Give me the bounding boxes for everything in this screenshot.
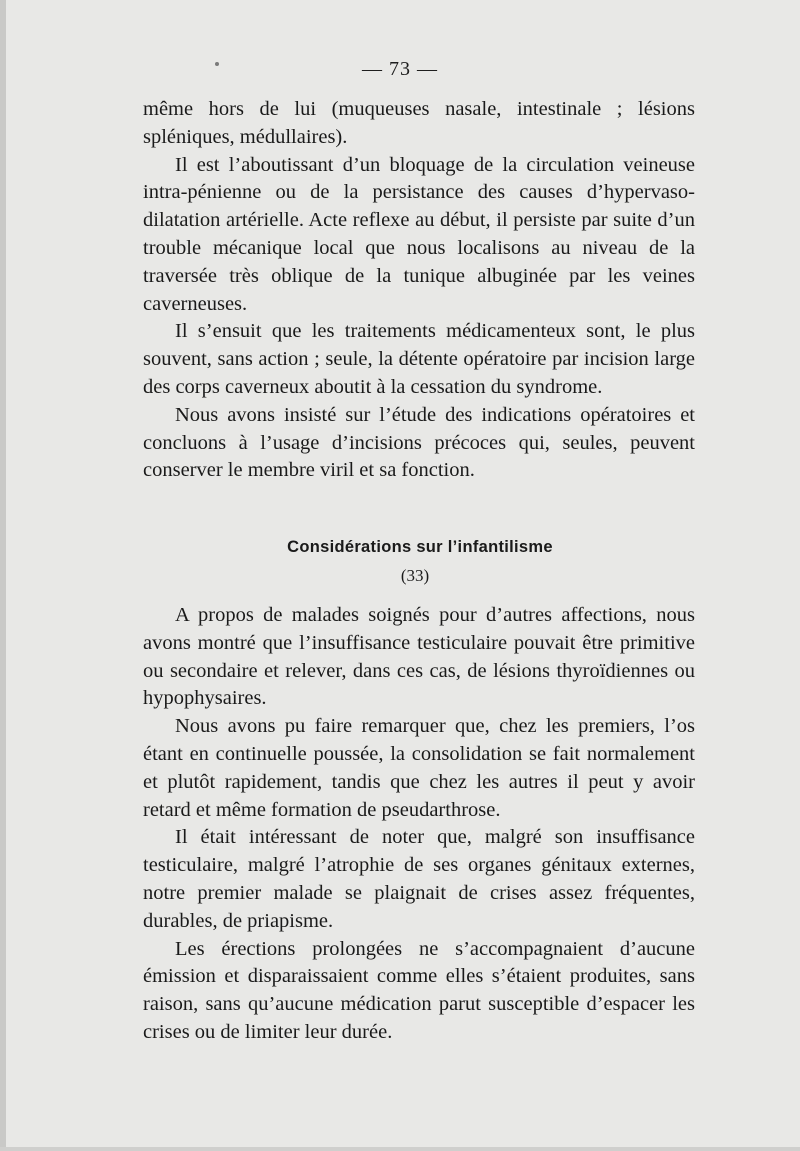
paragraph: Nous avons pu faire remarquer que, chez les premiers, l’os étant en continuelle poussée, la consolidation se fait normalement et plutôt rapidement, tandis que chez les autres il peut y avoir retard et même formation de pseudarthrose. bbox=[143, 715, 695, 821]
section-title: Considérations sur l’infantilisme bbox=[287, 538, 553, 556]
text-block-bottom bbox=[143, 602, 695, 1047]
paragraph: Il était intéressant de noter que, malgré son insuffisance testiculaire, malgré l’atrophie de ses organes génitaux externes, notre premier malade se plaignait de crises assez fréquentes, durables, de priapisme. bbox=[143, 826, 695, 932]
text-block-top bbox=[143, 96, 695, 485]
page-edge-bottom bbox=[0, 1147, 800, 1151]
paragraph: A propos de malades soignés pour d’autres affections, nous avons montré que l’insuffisance testiculaire pouvait être primitive ou secondaire et relever, dans ces cas, de lésions thyroïdiennes ou hypophysaires. bbox=[143, 604, 695, 710]
section-number: (33) bbox=[400, 566, 430, 585]
paragraph: Les érections prolongées ne s’accompagnaient d’aucune émission et disparaissaient comme elles s’étaient produites, sans raison, sans qu’aucune médication parut susceptible d’espacer les crises ou de limiter leur durée. bbox=[143, 937, 695, 1043]
paragraph: Il est l’aboutissant d’un bloquage de la circulation veineuse intra-pénienne ou de la persistance des causes d’hypervaso-dilatation artérielle. Acte reflexe au début, il persiste par suite d’un trouble mécanique local que nous localisons au niveau de la traversée très oblique de la tunique albuginée par les veines caverneuses. bbox=[143, 153, 695, 315]
paragraph: Nous avons insisté sur l’étude des indications opératoires et concluons à l’usage d’incisions précoces qui, seules, peuvent conserver le membre viril et sa fonction. bbox=[143, 403, 695, 482]
page-number: — 73 — bbox=[362, 58, 438, 80]
paragraph: Il s’ensuit que les traitements médicamenteux sont, le plus souvent, sans action ; seule, la détente opératoire par incision large des corps caverneux aboutit à la cessation du syndrome. bbox=[143, 320, 695, 398]
paragraph-continuation: même hors de lui (muqueuses nasale, intestinale ; lésions spléniques, médullaires). bbox=[143, 98, 695, 148]
